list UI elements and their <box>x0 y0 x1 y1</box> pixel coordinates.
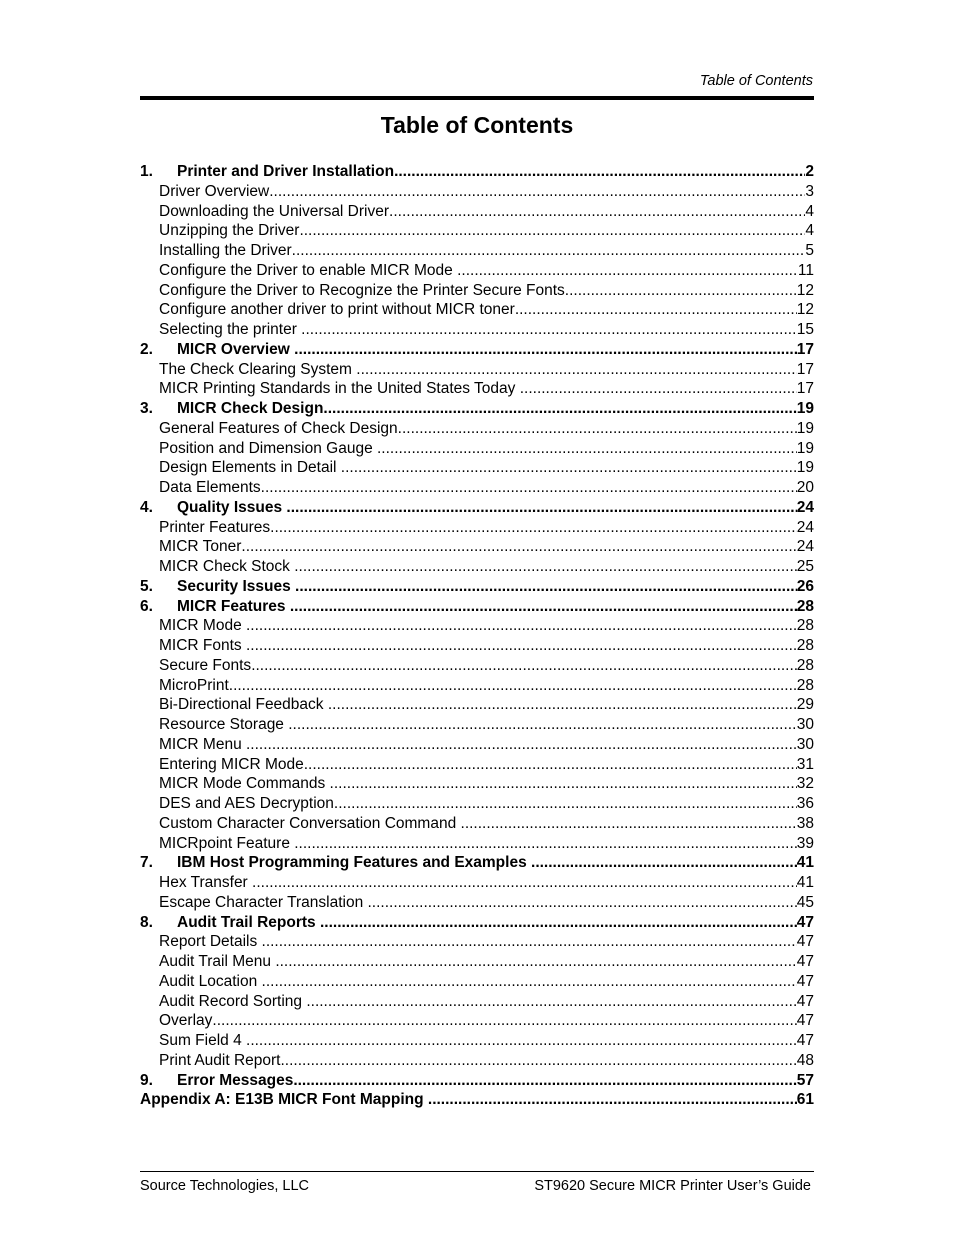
toc-entry-title: MicroPrint <box>159 676 229 694</box>
toc-entry-page: 47 <box>796 972 814 990</box>
toc-entry-title: Resource Storage <box>159 716 289 733</box>
toc-entry-page: 47 <box>796 933 814 951</box>
toc-entry[interactable] <box>140 735 814 755</box>
toc-entry-page: 41 <box>796 854 814 872</box>
toc-entry-title: IBM Host Programming Features and Examples <box>177 854 532 872</box>
toc-entry-page: 15 <box>796 321 814 338</box>
toc-entry-page: 36 <box>796 795 814 812</box>
toc-entry-page: 48 <box>796 1051 814 1069</box>
dot-leader <box>246 735 797 755</box>
dot-leader <box>294 557 797 577</box>
toc-entry-page: 12 <box>796 281 814 299</box>
toc-entry-number: 4. <box>140 498 153 516</box>
toc-entry[interactable] <box>140 616 814 636</box>
toc-entry-title: Audit Record Sorting <box>159 992 307 1010</box>
dot-leader <box>292 241 806 261</box>
toc-entry-title: MICR Check Stock <box>159 558 295 575</box>
dot-leader <box>398 419 797 439</box>
dot-leader <box>270 518 797 538</box>
toc-entry[interactable] <box>140 893 814 913</box>
toc-entry-title: MICR Mode Commands <box>159 775 330 793</box>
toc-entry-page: 28 <box>796 676 814 694</box>
toc-entry-title: Print Audit Report <box>159 1051 281 1069</box>
dot-leader <box>212 1011 796 1031</box>
toc-entry[interactable] <box>140 261 814 281</box>
toc-entry[interactable] <box>140 458 814 478</box>
toc-entry-title: DES and AES Decryption <box>159 795 334 812</box>
dot-leader <box>286 498 796 518</box>
toc-entry[interactable] <box>140 202 814 222</box>
dot-leader <box>565 281 797 301</box>
dot-leader <box>294 340 797 360</box>
dot-leader <box>293 1071 796 1091</box>
dot-leader <box>368 893 797 913</box>
toc-entry-page: 28 <box>796 597 814 615</box>
table-of-contents <box>140 162 814 1110</box>
toc-entry-title: Installing the Driver <box>159 242 292 259</box>
dot-leader <box>295 577 797 597</box>
dot-leader <box>341 458 797 478</box>
dot-leader <box>275 952 796 972</box>
toc-entry-title: MICRpoint Feature <box>159 834 295 852</box>
toc-entry-number: 7. <box>140 854 153 872</box>
toc-entry-title: Printer Features <box>159 518 271 536</box>
toc-entry-title: Error Messages <box>177 1071 294 1089</box>
dot-leader <box>288 715 797 735</box>
dot-leader <box>246 636 797 656</box>
toc-entry-page: 28 <box>796 656 814 674</box>
toc-entry-page: 4 <box>805 202 814 220</box>
footer-document-title: ST9620 Secure MICR Printer User’s Guide <box>534 1178 811 1194</box>
toc-entry[interactable] <box>140 399 814 419</box>
dot-leader <box>280 1051 796 1071</box>
dot-leader <box>356 360 796 380</box>
toc-entry-number: 8. <box>140 913 153 931</box>
toc-entry-page: 47 <box>796 953 814 970</box>
dot-leader <box>262 972 797 992</box>
toc-entry[interactable] <box>140 676 814 696</box>
toc-entry-title: Printer and Driver Installation <box>177 163 395 180</box>
dot-leader <box>389 202 805 222</box>
toc-entry[interactable] <box>140 1071 814 1091</box>
dot-leader <box>531 853 797 873</box>
toc-entry-page: 4 <box>805 222 814 240</box>
toc-entry-title: Hex Transfer <box>159 874 253 891</box>
toc-entry-title: MICR Mode <box>159 617 246 635</box>
toc-entry-page: 2 <box>805 163 814 180</box>
toc-entry-page: 47 <box>796 1012 814 1030</box>
toc-entry[interactable] <box>140 1011 814 1031</box>
dot-leader <box>394 162 805 182</box>
footer-company: Source Technologies, LLC <box>140 1178 310 1194</box>
dot-leader <box>252 873 797 893</box>
dot-leader <box>457 261 798 281</box>
dot-leader <box>269 182 805 202</box>
toc-entry[interactable] <box>140 597 814 617</box>
toc-entry-title: MICR Printing Standards in the United States Today <box>159 380 520 398</box>
dot-leader <box>241 537 796 557</box>
running-header: Table of Contents <box>699 73 813 89</box>
toc-entry-page: 19 <box>796 459 814 477</box>
toc-entry-title: Sum Field 4 <box>159 1032 247 1049</box>
toc-entry-title: Configure the Driver to enable MICR Mode <box>159 261 458 279</box>
toc-entry[interactable] <box>140 794 814 814</box>
toc-entry-page: 12 <box>796 301 814 319</box>
toc-entry-title: Escape Character Translation <box>159 893 368 911</box>
toc-entry-page: 24 <box>796 538 814 556</box>
toc-entry-title: Audit Trail Menu <box>159 953 276 970</box>
toc-entry[interactable] <box>140 972 814 992</box>
toc-entry-title: General Features of Check Design <box>159 419 398 437</box>
toc-entry-page: 3 <box>805 182 814 200</box>
toc-entry-page: 57 <box>796 1071 814 1089</box>
toc-entry[interactable] <box>140 1090 814 1110</box>
toc-entry-page: 25 <box>796 558 814 575</box>
toc-entry[interactable] <box>140 853 814 873</box>
toc-entry-page: 29 <box>796 696 814 714</box>
toc-entry[interactable] <box>140 360 814 380</box>
toc-entry[interactable] <box>140 774 814 794</box>
toc-entry-page: 19 <box>796 400 814 417</box>
toc-entry-number: 9. <box>140 1071 153 1089</box>
toc-entry-page: 20 <box>796 479 814 496</box>
toc-entry-page: 38 <box>796 814 814 832</box>
page-title: Table of Contents <box>380 112 574 138</box>
toc-entry-title: Driver Overview <box>159 182 270 200</box>
toc-entry-title: MICR Menu <box>159 735 246 753</box>
toc-entry[interactable] <box>140 537 814 557</box>
toc-entry-page: 17 <box>796 360 814 378</box>
dot-leader <box>299 221 805 241</box>
toc-entry[interactable] <box>140 952 814 972</box>
toc-entry[interactable] <box>140 162 814 182</box>
toc-entry-page: 17 <box>796 380 814 398</box>
toc-entry-page: 17 <box>796 340 814 358</box>
toc-entry-page: 47 <box>796 1032 814 1049</box>
toc-entry[interactable] <box>140 419 814 439</box>
toc-entry-title: Position and Dimension Gauge <box>159 439 377 457</box>
toc-entry-page: 19 <box>796 439 814 457</box>
toc-entry-title: Configure the Driver to Recognize the Printer Secure Fonts <box>159 281 565 299</box>
toc-entry[interactable] <box>140 281 814 301</box>
dot-leader <box>328 695 797 715</box>
toc-entry[interactable] <box>140 340 814 360</box>
dot-leader <box>262 932 797 952</box>
toc-entry-title: Unzipping the Driver <box>159 222 300 240</box>
toc-entry[interactable] <box>140 241 814 261</box>
toc-entry-number: 1. <box>140 163 153 180</box>
toc-entry-title: Audit Location <box>159 972 262 990</box>
toc-entry[interactable] <box>140 439 814 459</box>
dot-leader <box>246 616 797 636</box>
toc-entry-title: MICR Toner <box>159 538 242 556</box>
toc-entry[interactable] <box>140 300 814 320</box>
toc-entry[interactable] <box>140 992 814 1012</box>
toc-entry-title: MICR Overview <box>177 340 295 358</box>
dot-leader <box>304 755 797 775</box>
toc-entry-page: 24 <box>796 518 814 536</box>
toc-entry-title: Secure Fonts <box>159 656 252 674</box>
toc-entry-title: MICR Fonts <box>159 637 246 654</box>
dot-leader <box>428 1090 797 1110</box>
toc-entry-page: 31 <box>796 755 814 773</box>
toc-entry-number: 2. <box>140 340 153 358</box>
dot-leader <box>306 992 796 1012</box>
toc-entry-title: Appendix A: E13B MICR Font Mapping <box>140 1091 428 1109</box>
toc-entry-page: 47 <box>796 913 814 931</box>
toc-entry-page: 32 <box>796 775 814 793</box>
toc-entry[interactable] <box>140 814 814 834</box>
dot-leader <box>323 399 796 419</box>
toc-entry-page: 5 <box>805 242 814 259</box>
dot-leader <box>320 913 797 933</box>
header-rule <box>140 96 814 100</box>
toc-entry-title: Overlay <box>159 1012 213 1030</box>
toc-entry[interactable] <box>140 379 814 399</box>
dot-leader <box>461 814 797 834</box>
toc-entry[interactable] <box>140 913 814 933</box>
toc-entry[interactable] <box>140 1031 814 1051</box>
toc-entry[interactable] <box>140 577 814 597</box>
toc-entry-title: MICR Features <box>177 597 290 615</box>
toc-entry[interactable] <box>140 873 814 893</box>
toc-entry-page: 61 <box>796 1091 814 1109</box>
dot-leader <box>330 774 797 794</box>
toc-entry-page: 11 <box>797 261 814 279</box>
toc-entry-page: 30 <box>796 716 814 733</box>
toc-entry-title: Custom Character Conversation Command <box>159 814 461 832</box>
toc-entry-number: 3. <box>140 400 153 417</box>
dot-leader <box>294 834 797 854</box>
toc-entry-title: Design Elements in Detail <box>159 459 341 477</box>
dot-leader <box>229 676 797 696</box>
toc-entry-title: Bi-Directional Feedback <box>159 696 328 714</box>
toc-entry-page: 30 <box>796 735 814 753</box>
toc-entry-page: 28 <box>796 617 814 635</box>
toc-entry[interactable] <box>140 755 814 775</box>
toc-entry-page: 28 <box>796 637 814 654</box>
toc-entry[interactable] <box>140 221 814 241</box>
toc-entry-page: 41 <box>796 874 814 891</box>
toc-entry-title: Entering MICR Mode <box>159 755 304 773</box>
toc-entry-title: Report Details <box>159 933 262 951</box>
toc-entry[interactable] <box>140 478 814 498</box>
toc-entry-title: Downloading the Universal Driver <box>159 202 390 220</box>
toc-entry[interactable] <box>140 695 814 715</box>
toc-entry[interactable] <box>140 834 814 854</box>
footer-rule <box>140 1171 814 1172</box>
dot-leader <box>301 320 797 340</box>
toc-entry-title: Configure another driver to print without MICR toner <box>159 301 515 319</box>
dot-leader <box>520 379 797 399</box>
toc-entry[interactable] <box>140 320 814 340</box>
dot-leader <box>261 478 797 498</box>
toc-entry-title: The Check Clearing System <box>159 360 357 378</box>
dot-leader <box>334 794 797 814</box>
dot-leader <box>290 597 797 617</box>
toc-entry[interactable] <box>140 932 814 952</box>
toc-entry-title: MICR Check Design <box>177 400 324 417</box>
toc-entry-title: Data Elements <box>159 479 261 496</box>
toc-entry-number: 5. <box>140 577 153 595</box>
toc-entry-page: 24 <box>796 498 814 516</box>
toc-entry-title: Selecting the printer <box>159 321 302 338</box>
toc-entry[interactable] <box>140 498 814 518</box>
toc-entry-title: Security Issues <box>177 577 296 595</box>
toc-entry[interactable] <box>140 656 814 676</box>
toc-entry[interactable] <box>140 636 814 656</box>
dot-leader <box>377 439 797 459</box>
toc-entry-title: Audit Trail Reports <box>177 913 320 931</box>
toc-entry-page: 47 <box>796 992 814 1010</box>
toc-entry[interactable] <box>140 715 814 735</box>
toc-entry-page: 26 <box>796 577 814 595</box>
toc-entry-page: 19 <box>796 419 814 437</box>
dot-leader <box>251 656 797 676</box>
dot-leader <box>515 300 797 320</box>
toc-entry[interactable] <box>140 1051 814 1071</box>
toc-entry-title: Quality Issues <box>177 498 287 516</box>
toc-entry-page: 45 <box>796 893 814 911</box>
toc-entry[interactable] <box>140 518 814 538</box>
toc-entry[interactable] <box>140 557 814 577</box>
toc-entry-number: 6. <box>140 597 153 615</box>
dot-leader <box>246 1031 797 1051</box>
toc-entry-page: 39 <box>796 834 814 852</box>
toc-entry[interactable] <box>140 182 814 202</box>
